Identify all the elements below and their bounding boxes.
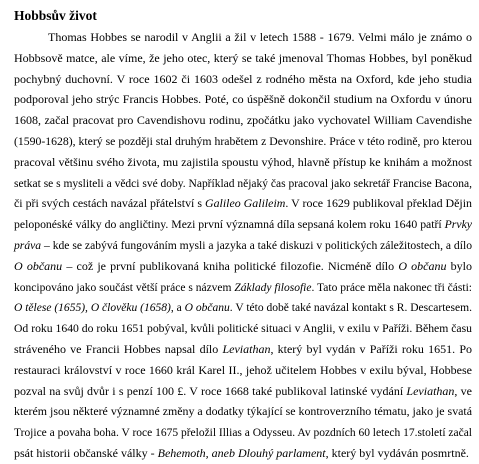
text-run: pochybný duchovní. V roce 1602 či 1603 odešel z rodného města na Oxford, kde jeho studia [14,71,472,86]
text-line [14,401,472,422]
text-line [14,277,472,298]
text-line [14,89,472,110]
italic-text: Leviathan [406,383,455,398]
body-paragraph [14,27,472,464]
text-line [14,381,472,402]
text-line [14,27,472,48]
text-line [14,173,472,194]
text-line [14,131,472,152]
text-run: restauraci království v roce 1660 král Karel II., jehož učitelem Hobbes v exilu býval, Hobbese [14,362,472,377]
text-run: , a [170,300,185,315]
text-run: (1590-1628), který se později stal druhým hrabětem z Devonshire. Práce v této rodině, pro kterou [14,133,472,148]
text-line [14,318,472,339]
text-run: – což je první publikovaná kniha politické filozofie. Nicméně dílo [62,258,399,273]
text-line [14,69,472,90]
text-run: bylo [446,258,472,273]
text-line [14,235,472,256]
italic-text: O občanu [398,258,447,273]
text-line [14,214,472,235]
italic-text: O občanu [14,258,63,273]
text-line [14,193,472,214]
document-heading: Hobbsův život [14,8,97,23]
text-line [14,360,472,381]
text-line [14,297,472,318]
text-run: koncipováno jako součást větší práce s názvem [14,279,235,294]
text-run: . V této době také navázal kontakt s R. Descartesem. [229,300,472,315]
italic-text: Základy filosofie [234,279,312,294]
text-line [14,256,472,277]
italic-text: Prvky [444,217,472,232]
text-run: setkat se s mysliteli a vědci své doby. Například nějaký čas pracoval jako sekretář Francise Bacona, [14,175,472,190]
text-run: či při svých cestách navázal přátelství s [14,196,205,211]
text-run: kterém jsou některé významné změny a dodatky týkající se kontroverzního tématu, jako je svatá [14,404,473,419]
text-run: – kde se zabývá fungováním mysli a jazyka a také diskuzi v politických záležitostech, a dílo [41,237,472,252]
text-line [14,422,472,443]
text-run: , který byl vydáván posmrtně. [325,445,469,460]
text-run: peloponéské války do angličtiny. Mezi první významná díla sepsaná kolem roku 1640 patří [14,217,445,232]
text-run: Thomas Hobbes se narodil v Anglii a žil v letech 1588 - 1679. Velmi málo je známo o [48,30,472,44]
italic-text: Leviathan [222,341,271,356]
text-run: , ve [454,383,472,398]
text-run: 1608, začal pracovat pro Cavendishovu rodinu, zpočátku jako vychovatel William Cavendishe [14,113,472,128]
text-line [14,110,472,131]
text-run: , který byl vydán v Paříži roku 1651. Po [270,341,472,356]
italic-text: práva [14,237,42,252]
text-line [14,152,472,173]
italic-text: O občanu [184,300,230,315]
text-run: psát historii občanské války - [14,445,158,460]
text-run: pozval na svůj dvůr i s penzí 100 £. V roce 1668 také publikoval latinské vydání [14,383,407,398]
document-page [14,6,472,464]
italic-text: Galileo Galileim [204,196,286,211]
text-run: stráveného ve Francii Hobbes napsal dílo [14,341,223,356]
text-run: Od roku 1640 do roku 1651 pobýval, kvůli politické situaci v Anglii, v exilu v Paříži. Během času [14,321,472,336]
text-run: podporoval jeho strýc Francis Hobbes. Poté, co úspěšně dokončil studium na Oxfordu v únoru [14,92,472,107]
text-run: . Tato práce měla nakonec tři části: [311,279,472,294]
text-run: . V roce 1629 publikoval překlad Dějin [285,196,472,211]
italic-text: O tělese (1655), O člověku (1658) [14,300,171,315]
text-line [14,48,472,69]
italic-text: Behemoth, aneb Dlouhý parlament [157,445,326,460]
text-line [14,339,472,360]
text-run: Hobbsově matce, ale víme, že jeho otec, který se také jmenoval Thomas Hobbes, byl poněkud [14,50,472,65]
text-run: Trojice a povaha boha. V roce 1675 přeložil Illias a Odysseu. Av pozdních 60 letech 17.století začal [14,425,473,440]
text-run: pracoval většinu svého života, mu zajistila spoustu výhod, hlavně přístup ke knihám a možnost [14,154,473,169]
text-line [14,443,472,464]
